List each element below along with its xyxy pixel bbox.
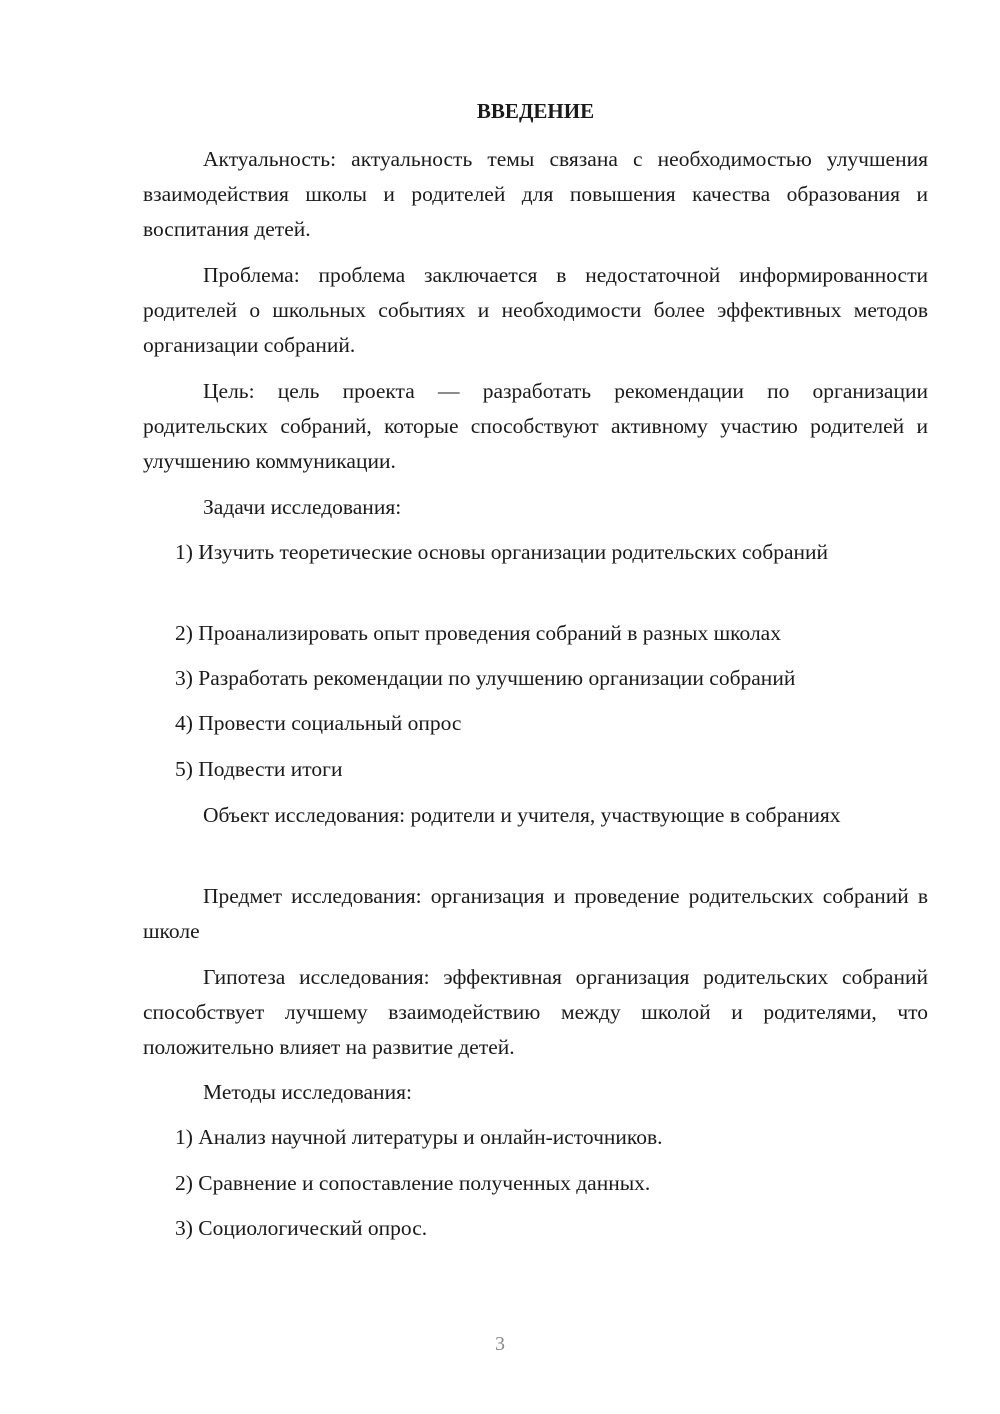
task-item-2: 2) Проанализировать опыт проведения собраний в разных школах — [175, 621, 781, 645]
hypothesis-paragraph: Гипотеза исследования: эффективная организация родительских собраний способствует лучшему взаимодействию между школой и родителями, что положительно влияет на развитие детей. — [143, 965, 928, 1059]
methods-heading: Методы исследования: — [203, 1080, 412, 1104]
problem-paragraph: Проблема: проблема заключается в недостаточной информированности родителей о школьных событиях и необходимости более эффективных методов организации собраний. — [143, 263, 928, 357]
tasks-heading: Задачи исследования: — [203, 495, 402, 519]
object-paragraph: Объект исследования: родители и учителя, участвующие в собраниях — [203, 803, 841, 827]
document-page — [143, 0, 928, 1414]
task-item-5: 5) Подвести итоги — [175, 757, 343, 781]
subject-paragraph: Предмет исследования: организация и проведение родительских собраний в школе — [143, 884, 928, 943]
page-number: 3 — [495, 1333, 505, 1355]
relevance-paragraph: Актуальность: актуальность темы связана с необходимостью улучшения взаимодействия школы и родителей для повышения качества образования и воспитания детей. — [143, 147, 928, 241]
method-item-3: 3) Социологический опрос. — [175, 1216, 428, 1240]
method-item-1: 1) Анализ научной литературы и онлайн-источников. — [175, 1125, 663, 1149]
page-title: ВВЕДЕНИЕ — [476, 99, 595, 123]
task-item-4: 4) Провести социальный опрос — [175, 711, 462, 735]
goal-paragraph: Цель: цель проекта — разработать рекомендации по организации родительских собраний, которые способствуют активному участию родителей и улучшению коммуникации. — [143, 379, 928, 473]
method-item-2: 2) Сравнение и сопоставление полученных данных. — [175, 1171, 651, 1195]
task-item-3: 3) Разработать рекомендации по улучшению организации собраний — [175, 666, 796, 690]
task-item-1: 1) Изучить теоретические основы организации родительских собраний — [175, 540, 828, 564]
